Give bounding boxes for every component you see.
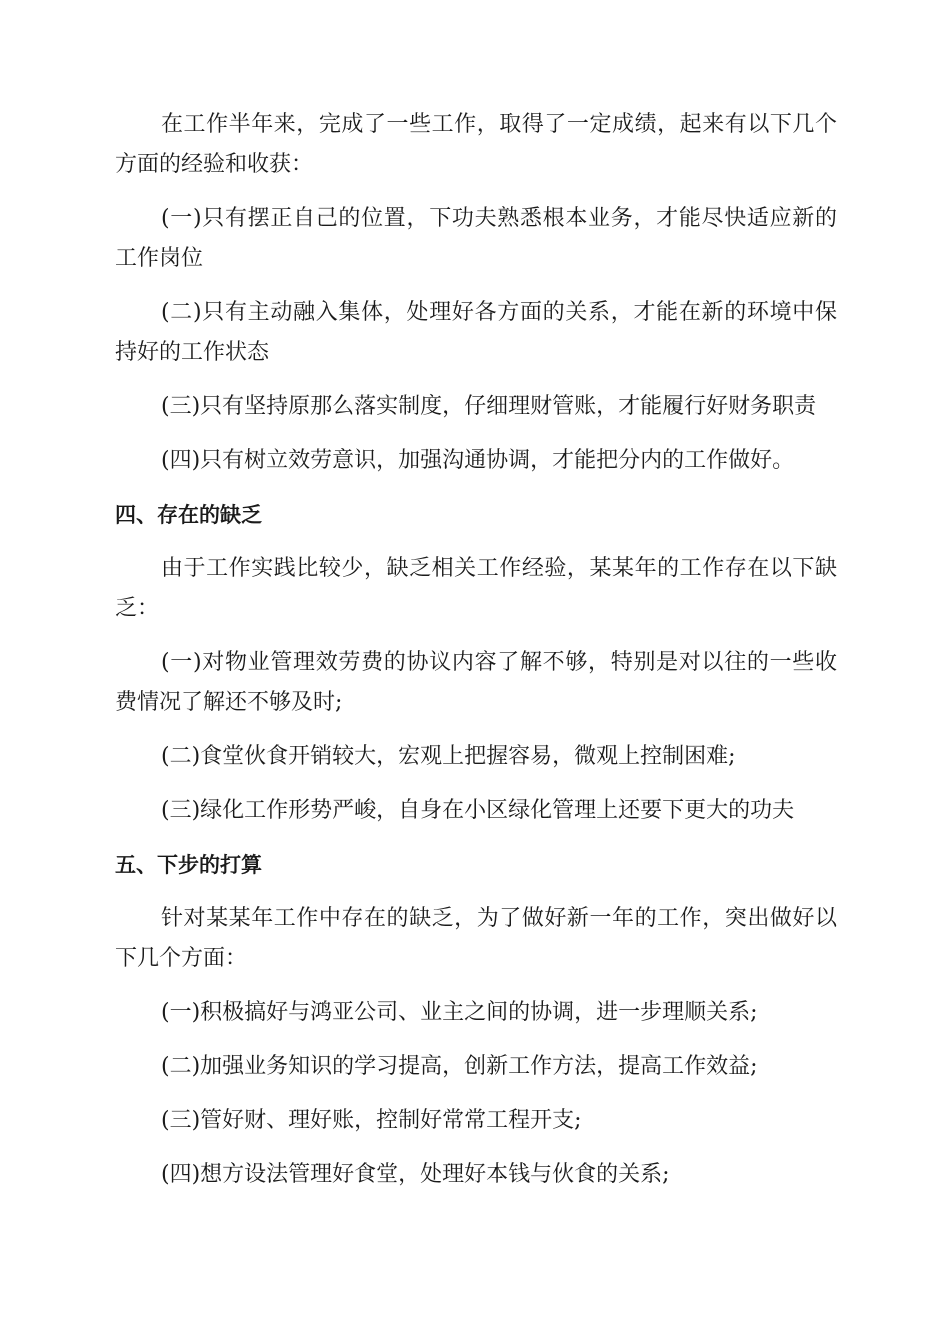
paragraph-shortcomings-3: (三)绿化工作形势严峻，自身在小区绿化管理上还要下更大的功夫	[161, 798, 795, 823]
paragraph-shortcomings-intro: 由于工作实践比较少，缺乏相关工作经验，某某年的工作存在以下缺乏：	[115, 556, 837, 621]
paragraph-plans-4: (四)想方设法管理好食堂，处理好本钱与伙食的关系;	[161, 1162, 670, 1187]
paragraph-plans-1: (一)积极搞好与鸿亚公司、业主之间的协调，进一步理顺关系;	[161, 1000, 758, 1025]
paragraph-experience-2: (二)只有主动融入集体，处理好各方面的关系，才能在新的环境中保持好的工作状态	[115, 300, 837, 365]
paragraph-experience-3: (三)只有坚持原那么落实制度，仔细理财管账，才能履行好财务职责	[161, 394, 817, 419]
paragraph-shortcomings-2: (二)食堂伙食开销较大，宏观上把握容易，微观上控制困难;	[161, 744, 736, 769]
paragraph-plans-3: (三)管好财、理好账，控制好常常工程开支;	[161, 1108, 582, 1133]
paragraph-plans-intro: 针对某某年工作中存在的缺乏，为了做好新一年的工作，突出做好以下几个方面：	[115, 906, 837, 971]
section-heading-shortcomings: 四、存在的缺乏	[115, 503, 262, 527]
paragraph-shortcomings-1: (一)对物业管理效劳费的协议内容了解不够，特别是对以往的一些收费情况了解还不够及时;	[115, 650, 837, 715]
paragraph-experience-intro: 在工作半年来，完成了一些工作，取得了一定成绩，起来有以下几个方面的经验和收获：	[115, 112, 837, 177]
document-page	[115, 105, 837, 1209]
paragraph-plans-2: (二)加强业务知识的学习提高，创新工作方法，提高工作效益;	[161, 1054, 758, 1079]
paragraph-experience-4: (四)只有树立效劳意识，加强沟通协调，才能把分内的工作做好。	[161, 448, 795, 473]
section-heading-plans: 五、下步的打算	[115, 853, 262, 877]
paragraph-experience-1: (一)只有摆正自己的位置，下功夫熟悉根本业务，才能尽快适应新的工作岗位	[115, 206, 837, 271]
